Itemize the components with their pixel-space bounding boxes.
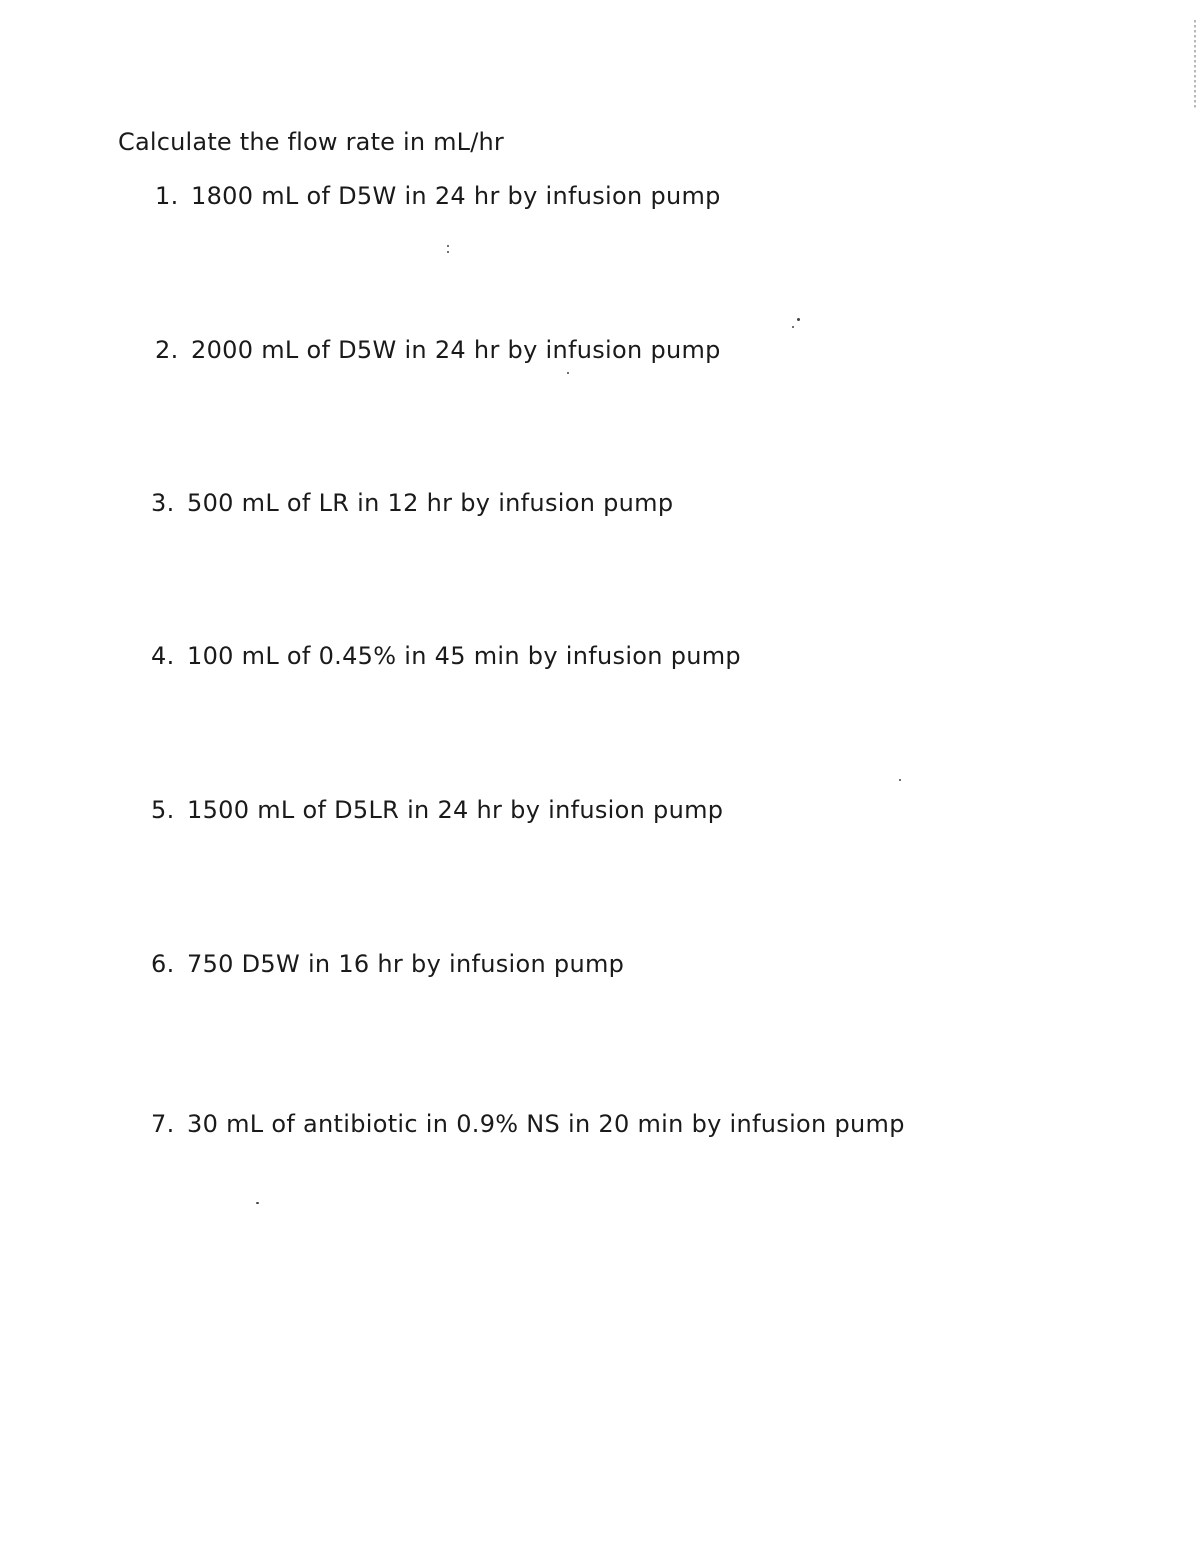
problem-item bbox=[151, 642, 741, 670]
problem-text: 100 mL of 0.45% in 45 min by infusion pump bbox=[187, 642, 741, 670]
problem-item bbox=[151, 796, 723, 824]
problem-item bbox=[155, 182, 721, 210]
problem-number: 3. bbox=[151, 489, 175, 517]
problem-number: 1. bbox=[155, 182, 179, 210]
scan-speck bbox=[899, 779, 901, 781]
worksheet-heading: Calculate the flow rate in mL/hr bbox=[118, 128, 504, 156]
problem-text: 30 mL of antibiotic in 0.9% NS in 20 min by infusion pump bbox=[187, 1110, 905, 1138]
problem-item bbox=[151, 1110, 905, 1138]
problem-item bbox=[155, 336, 721, 364]
problem-number: 4. bbox=[151, 642, 175, 670]
problem-number: 6. bbox=[151, 950, 175, 978]
scan-speck bbox=[256, 1202, 259, 1204]
scan-speck bbox=[447, 245, 449, 247]
problem-text: 2000 mL of D5W in 24 hr by infusion pump bbox=[191, 336, 721, 364]
problem-number: 5. bbox=[151, 796, 175, 824]
problem-item bbox=[151, 489, 673, 517]
scan-speck bbox=[567, 372, 569, 374]
scan-speck bbox=[797, 318, 800, 321]
problem-text: 500 mL of LR in 12 hr by infusion pump bbox=[187, 489, 674, 517]
problem-item bbox=[151, 950, 624, 978]
problem-text: 750 D5W in 16 hr by infusion pump bbox=[187, 950, 625, 978]
scan-speck bbox=[792, 326, 794, 328]
problem-number: 7. bbox=[151, 1110, 175, 1138]
problem-text: 1500 mL of D5LR in 24 hr by infusion pump bbox=[187, 796, 724, 824]
problem-number: 2. bbox=[155, 336, 179, 364]
scan-speck bbox=[447, 251, 449, 253]
scan-edge-marks bbox=[1194, 20, 1196, 110]
problem-text: 1800 mL of D5W in 24 hr by infusion pump bbox=[191, 182, 721, 210]
